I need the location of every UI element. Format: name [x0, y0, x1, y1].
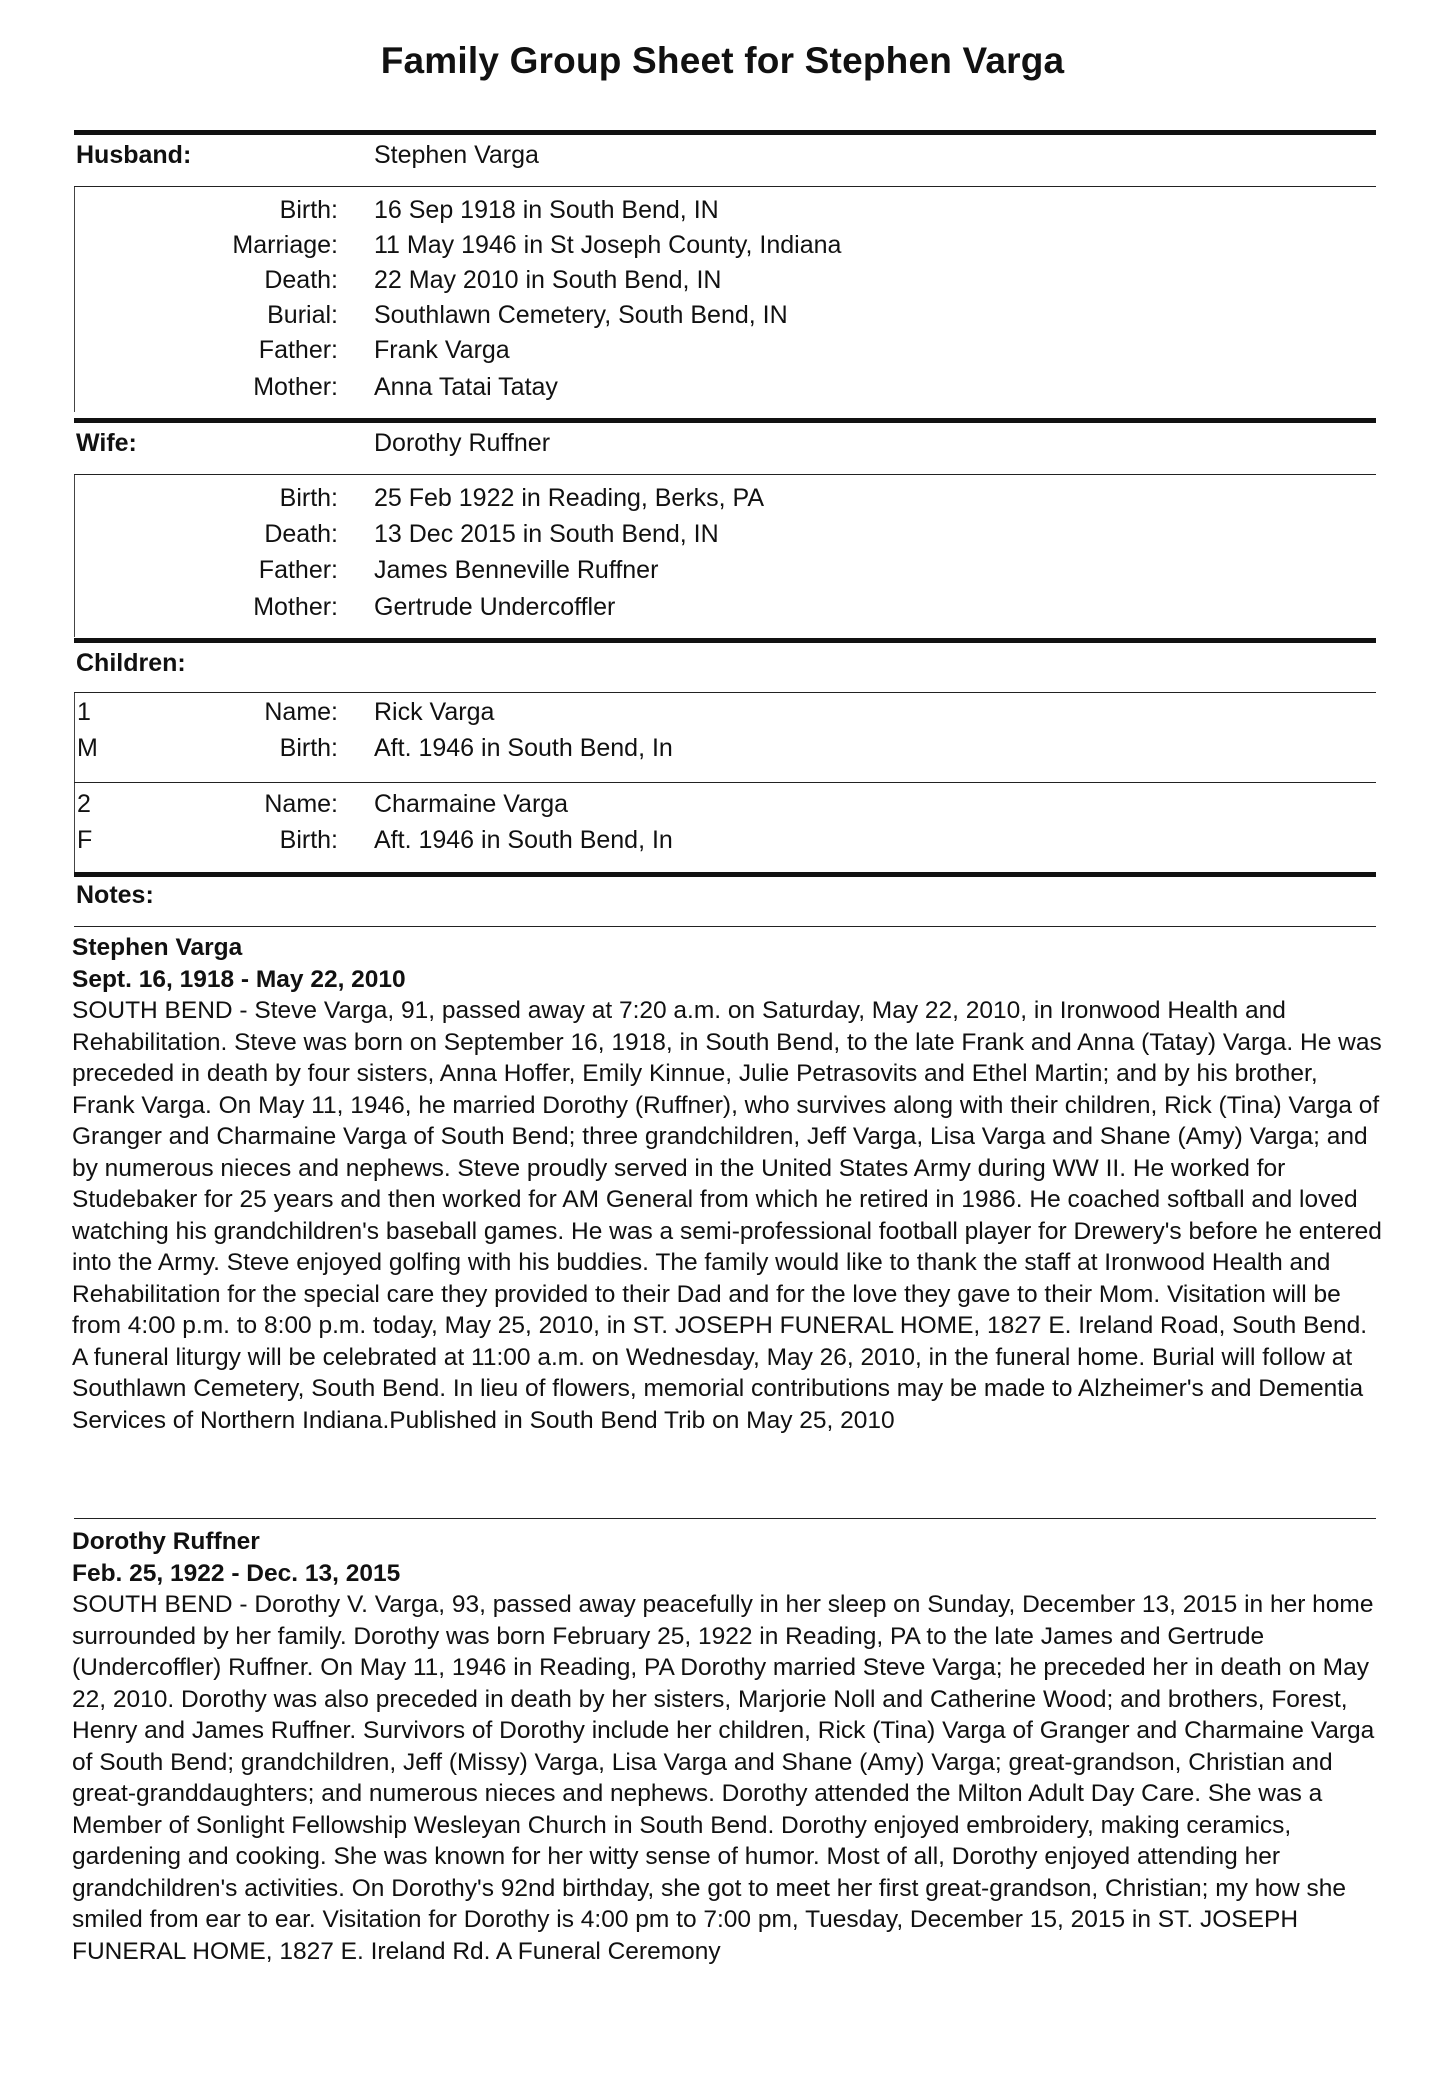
child-1-sex: M — [77, 734, 98, 762]
row-divider — [74, 782, 1376, 783]
child-1-birth-label: Birth: — [279, 734, 338, 762]
row-divider — [74, 186, 1376, 187]
husband-burial-value: Southlawn Cemetery, South Bend, IN — [374, 301, 788, 329]
notes-section-label: Notes: — [76, 881, 154, 909]
husband-marriage-label: Marriage: — [232, 231, 338, 259]
section-divider — [74, 418, 1376, 423]
left-border — [74, 187, 75, 412]
left-border — [74, 783, 75, 872]
wife-father-label: Father: — [258, 556, 338, 584]
child-1-name: Rick Varga — [374, 698, 495, 726]
wife-birth-label: Birth: — [279, 484, 338, 512]
child-2-name: Charmaine Varga — [374, 790, 569, 818]
husband-mother-value: Anna Tatai Tatay — [374, 373, 558, 401]
child-2-birth: Aft. 1946 in South Bend, In — [374, 826, 673, 854]
left-border — [74, 693, 75, 782]
wife-death-label: Death: — [264, 520, 338, 548]
wife-section-label: Wife: — [76, 429, 137, 457]
child-2-name-label: Name: — [264, 790, 338, 818]
husband-death-label: Death: — [264, 266, 338, 294]
children-section-label: Children: — [76, 649, 186, 677]
row-divider — [74, 692, 1376, 693]
note-name: Stephen Varga — [72, 934, 243, 961]
child-2-number: 2 — [77, 790, 91, 818]
section-divider — [74, 130, 1376, 135]
husband-section-label: Husband: — [76, 141, 192, 169]
wife-death-value: 13 Dec 2015 in South Bend, IN — [374, 520, 719, 548]
wife-mother-label: Mother: — [253, 593, 338, 621]
wife-mother-value: Gertrude Undercoffler — [374, 593, 616, 621]
child-1-number: 1 — [77, 698, 91, 726]
row-divider — [74, 926, 1376, 927]
obituary-text: SOUTH BEND - Steve Varga, 91, passed away at 7:20 a.m. on Saturday, May 22, 2010, in Ironwood Health and Rehabilitation. Steve was born on September 16, 1918, in South Bend, to the late Frank and Anna (Tatay) Varga. He was preceded in death by four sisters, Anna Hoffer, Emily Kinnue, Julie Petrasovits and Ethel Martin; and by his brother, Frank Varga. On May 11, 1946, he married Dorothy (Ruffner), who survives along with their children, Rick (Tina) Varga of Granger and Charmaine Varga of South Bend; three grandchildren, Jeff Varga, Lisa Varga and Shane (Amy) Varga; and by numerous nieces and nephews. Steve proudly served in the United States Army during WW II. He worked for Studebaker for 25 years and then worked for AM General from which he retired in 1986. He coached softball and loved watching his grandchildren's baseball games. He was a semi-professional football player for Drewery's before he entered into the Army. Steve enjoyed golfing with his buddies. The family would like to thank the staff at Ironwood Health and Rehabilitation for the special care they provided to their Dad and for the love they gave to their Mom. Visitation will be from 4:00 p.m. to 8:00 p.m. today, May 25, 2010, in ST. JOSEPH FUNERAL HOME, 1827 E. Ireland Road, South Bend. A funeral liturgy will be celebrated at 11:00 a.m. on Wednesday, May 26, 2010, in the funeral home. Burial will follow at Southlawn Cemetery, South Bend. In lieu of flowers, memorial contributions may be made to Alzheimer's and Dementia Services of Northern Indiana.Published in South Bend Trib on May 25, 2010 — [72, 997, 1382, 1434]
husband-father-label: Father: — [258, 336, 338, 364]
husband-marriage-value: 11 May 1946 in St Joseph County, Indiana — [374, 231, 842, 259]
husband-mother-label: Mother: — [253, 373, 338, 401]
husband-name: Stephen Varga — [374, 141, 539, 169]
husband-burial-label: Burial: — [267, 301, 338, 329]
note-entry-dorothy — [72, 1526, 1382, 1967]
section-divider — [74, 638, 1376, 643]
obituary-text: SOUTH BEND - Dorothy V. Varga, 93, passed away peacefully in her sleep on Sunday, December 13, 2015 in her home surrounded by her family. Dorothy was born February 25, 1922 in Reading, PA to the late James and Gertrude (Undercoffler) Ruffner. On May 11, 1946 in Reading, PA Dorothy married Steve Varga; he preceded her in death on May 22, 2010. Dorothy was also preceded in death by her sisters, Marjorie Noll and Catherine Wood; and brothers, Forest, Henry and James Ruffner. Survivors of Dorothy include her children, Rick (Tina) Varga of Granger and Charmaine Varga of South Bend; grandchildren, Jeff (Missy) Varga, Lisa Varga and Shane (Amy) Varga; great-grandson, Christian and great-granddaughters; and numerous nieces and nephews. Dorothy attended the Milton Adult Day Care. She was a Member of Sonlight Fellowship Wesleyan Church in South Bend. Dorothy enjoyed embroidery, making ceramics, gardening and cooking. She was known for her witty sense of humor. Most of all, Dorothy enjoyed attending her grandchildren's activities. On Dorothy's 92nd birthday, she got to meet her first great-grandson, Christian; my how she smiled from ear to ear. Visitation for Dorothy is 4:00 pm to 7:00 pm, Tuesday, December 15, 2015 in ST. JOSEPH FUNERAL HOME, 1827 E. Ireland Rd. A Funeral Ceremony — [72, 1591, 1375, 1965]
husband-death-value: 22 May 2010 in South Bend, IN — [374, 266, 722, 294]
row-divider — [74, 1518, 1376, 1519]
wife-father-value: James Benneville Ruffner — [374, 556, 659, 584]
wife-birth-value: 25 Feb 1922 in Reading, Berks, PA — [374, 484, 765, 512]
husband-birth-value: 16 Sep 1918 in South Bend, IN — [374, 196, 719, 224]
note-entry-stephen — [72, 932, 1382, 1436]
child-1-birth: Aft. 1946 in South Bend, In — [374, 734, 673, 762]
child-2-sex: F — [77, 826, 93, 854]
husband-birth-label: Birth: — [279, 196, 338, 224]
note-name: Dorothy Ruffner — [72, 1528, 260, 1555]
row-divider — [74, 474, 1376, 475]
child-2-birth-label: Birth: — [279, 826, 338, 854]
note-dates: Feb. 25, 1922 - Dec. 13, 2015 — [72, 1559, 401, 1587]
page-title: Family Group Sheet for Stephen Varga — [380, 40, 1065, 81]
husband-father-value: Frank Varga — [374, 336, 510, 364]
section-divider — [74, 872, 1376, 877]
note-dates: Sept. 16, 1918 - May 22, 2010 — [72, 965, 406, 993]
child-1-name-label: Name: — [264, 698, 338, 726]
left-border — [74, 475, 75, 637]
wife-name: Dorothy Ruffner — [374, 429, 551, 457]
